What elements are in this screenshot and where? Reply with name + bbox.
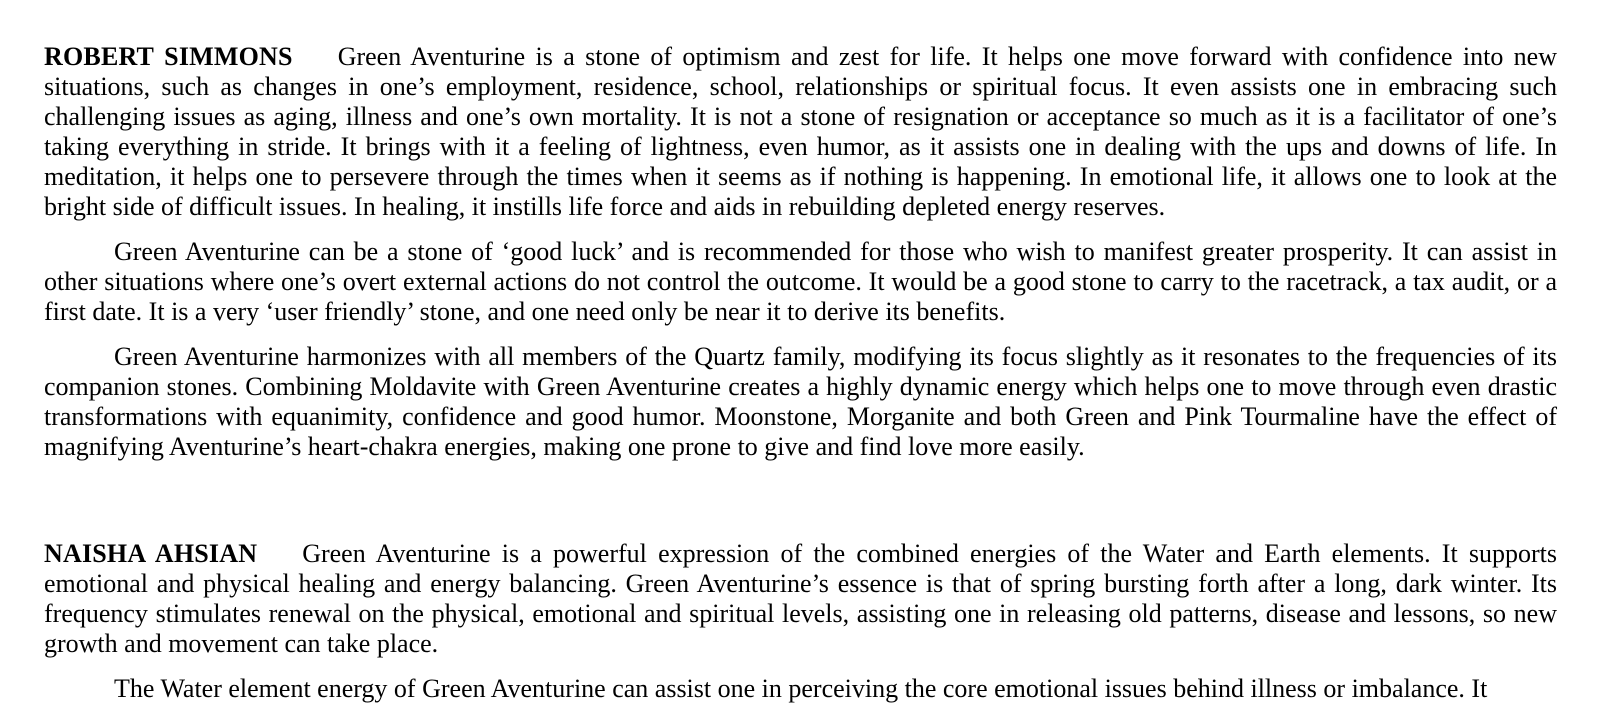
paragraph: Green Aventurine harmonizes with all members of the Quartz family, modifying its focus slightly as it resonates to the frequencies of its companion stones. Combining Moldavite with Green Aventurine creates a highly dynamic energy which helps one to move through even drastic transformations with equanimity, confidence and good humor. Moonstone, Morganite and both Green and Pink Tourmaline have the effect of magnifying Aventurine’s heart-chakra energies, making one prone to give and find love more easily. (44, 342, 1557, 461)
author-name-naisha-ahsian: NAISHA AHSIAN (44, 539, 258, 568)
paragraph: The Water element energy of Green Aventurine can assist one in perceiving the core emotional issues behind illness or imbalance. It (114, 674, 1488, 703)
paragraph: Green Aventurine can be a stone of ‘good luck’ and is recommended for those who wish to manifest greater prosperity. It can assist in other situations where one’s overt external actions do not control the outcome. It would be a good stone to carry to the racetrack, a tax audit, or a first date. It is a very ‘user friendly’ stone, and one need only be near it to derive its benefits. (44, 237, 1557, 326)
section-robert-simmons (44, 42, 1557, 462)
section-naisha-ahsian (44, 539, 1557, 704)
paragraph (44, 539, 1557, 659)
author-name-robert-simmons: ROBERT SIMMONS (44, 42, 293, 71)
paragraph-text: Green Aventurine is a powerful expression of the combined energies of the Water and Earth elements. It supports emotional and physical healing and energy balancing. Green Aventurine’s essence is that of spring bursting forth after a long, dark winter. Its frequency stimulates renewal on the physical, emotional and spiritual levels, assisting one in releasing old patterns, disease and lessons, so new growth and movement can take place. (44, 539, 1557, 658)
paragraph-text: Green Aventurine is a stone of optimism and zest for life. It helps one move forward with confidence into new situations, such as changes in one’s employment, residence, school, relationships or spiritual focus. It even assists one in embracing such challenging issues as aging, illness and one’s own mortality. It is not a stone of resignation or acceptance so much as it is a facilitator of one’s taking everything in stride. It brings with it a feeling of lightness, even humor, as it assists one in dealing with the ups and downs of life. In meditation, it helps one to persevere through the times when it seems as if nothing is happening. In emotional life, it allows one to look at the bright side of difficult issues. In healing, it instills life force and aids in rebuilding depleted energy reserves. (44, 42, 1557, 221)
paragraph (44, 42, 1557, 222)
